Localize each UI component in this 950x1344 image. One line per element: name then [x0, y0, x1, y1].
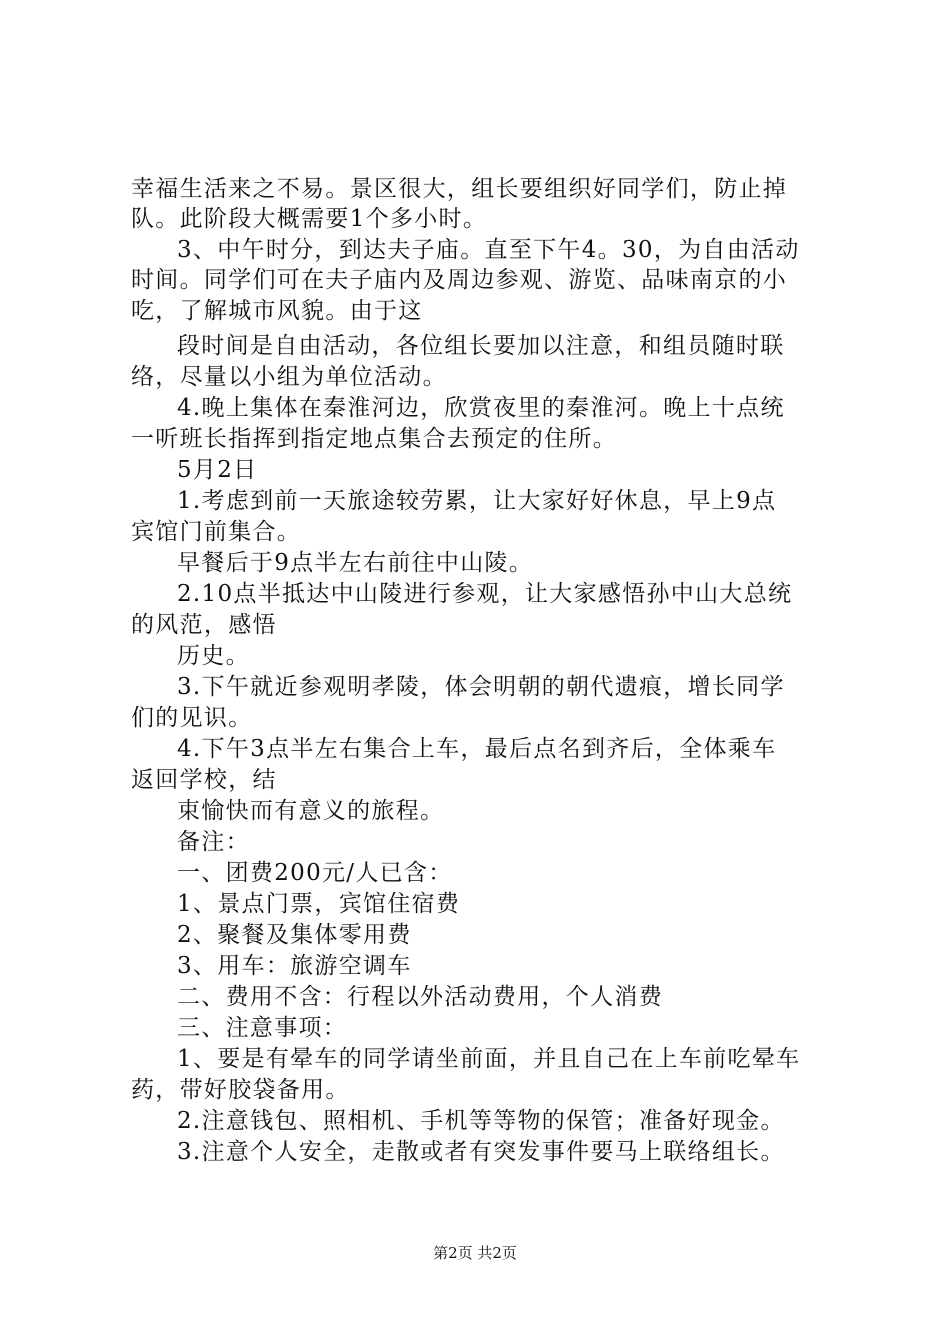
text-line: 3、中午时分，到达夫子庙。直至下午4。30，为自由活动: [177, 237, 800, 263]
text-line: 三、注意事项：: [177, 1015, 348, 1041]
text-line: 二、费用不含：行程以外活动费用，个人消费: [177, 984, 663, 1010]
text-line: 早餐后于9点半左右前往中山陵。: [177, 550, 534, 576]
text-line: 4.晚上集体在秦淮河边，欣赏夜里的秦淮河。晚上十点统: [177, 395, 785, 421]
text-line: 段时间是自由活动，各位组长要加以注意，和组员随时联: [177, 333, 785, 359]
text-line: 吃，了解城市风貌。由于这: [131, 298, 423, 324]
text-line: 的风范，感悟: [131, 612, 277, 638]
text-line: 2.注意钱包、照相机、手机等等物的保管；准备好现金。: [177, 1108, 785, 1134]
text-line: 一听班长指挥到指定地点集合去预定的住所。: [131, 426, 617, 452]
text-line: 历史。: [177, 643, 250, 669]
text-line: 3.下午就近参观明孝陵，体会明朝的朝代遗痕，增长同学: [177, 674, 785, 700]
text-line: 1、要是有晕车的同学请坐前面，并且自己在上车前吃晕车: [177, 1046, 801, 1072]
text-line: 返回学校，结: [131, 767, 277, 793]
text-line: 时间。同学们可在夫子庙内及周边参观、游览、品味南京的小: [131, 267, 788, 293]
text-line: 束愉快而有意义的旅程。: [177, 798, 445, 824]
text-line: 1、景点门票，宾馆住宿费: [177, 891, 461, 917]
text-line: 4.下午3点半左右集合上车，最后点名到齐后，全体乘车: [177, 736, 777, 762]
text-line: 1.考虑到前一天旅途较劳累，让大家好好休息，早上9点: [177, 488, 777, 514]
text-line: 幸福生活来之不易。景区很大，组长要组织好同学们，防止掉: [131, 176, 788, 202]
notes-heading: 备注：: [177, 829, 250, 855]
text-line: 络，尽量以小组为单位活动。: [131, 364, 447, 390]
text-line: 队。此阶段大概需要1个多小时。: [131, 206, 488, 232]
date-heading: 5月2日: [177, 457, 258, 483]
text-line: 2、聚餐及集体零用费: [177, 922, 412, 948]
text-line: 们的见识。: [131, 705, 253, 731]
text-line: 3.注意个人安全，走散或者有突发事件要马上联络组长。: [177, 1139, 785, 1165]
text-line: 药，带好胶袋备用。: [131, 1077, 350, 1103]
page-number-footer: 第2页 共2页: [433, 1244, 517, 1262]
text-line: 2.10点半抵达中山陵进行参观，让大家感悟孙中山大总统: [177, 581, 793, 607]
text-line: 宾馆门前集合。: [131, 519, 302, 545]
text-line: 3、用车：旅游空调车: [177, 953, 412, 979]
text-line: 一、团费200元/人已含：: [177, 860, 453, 886]
